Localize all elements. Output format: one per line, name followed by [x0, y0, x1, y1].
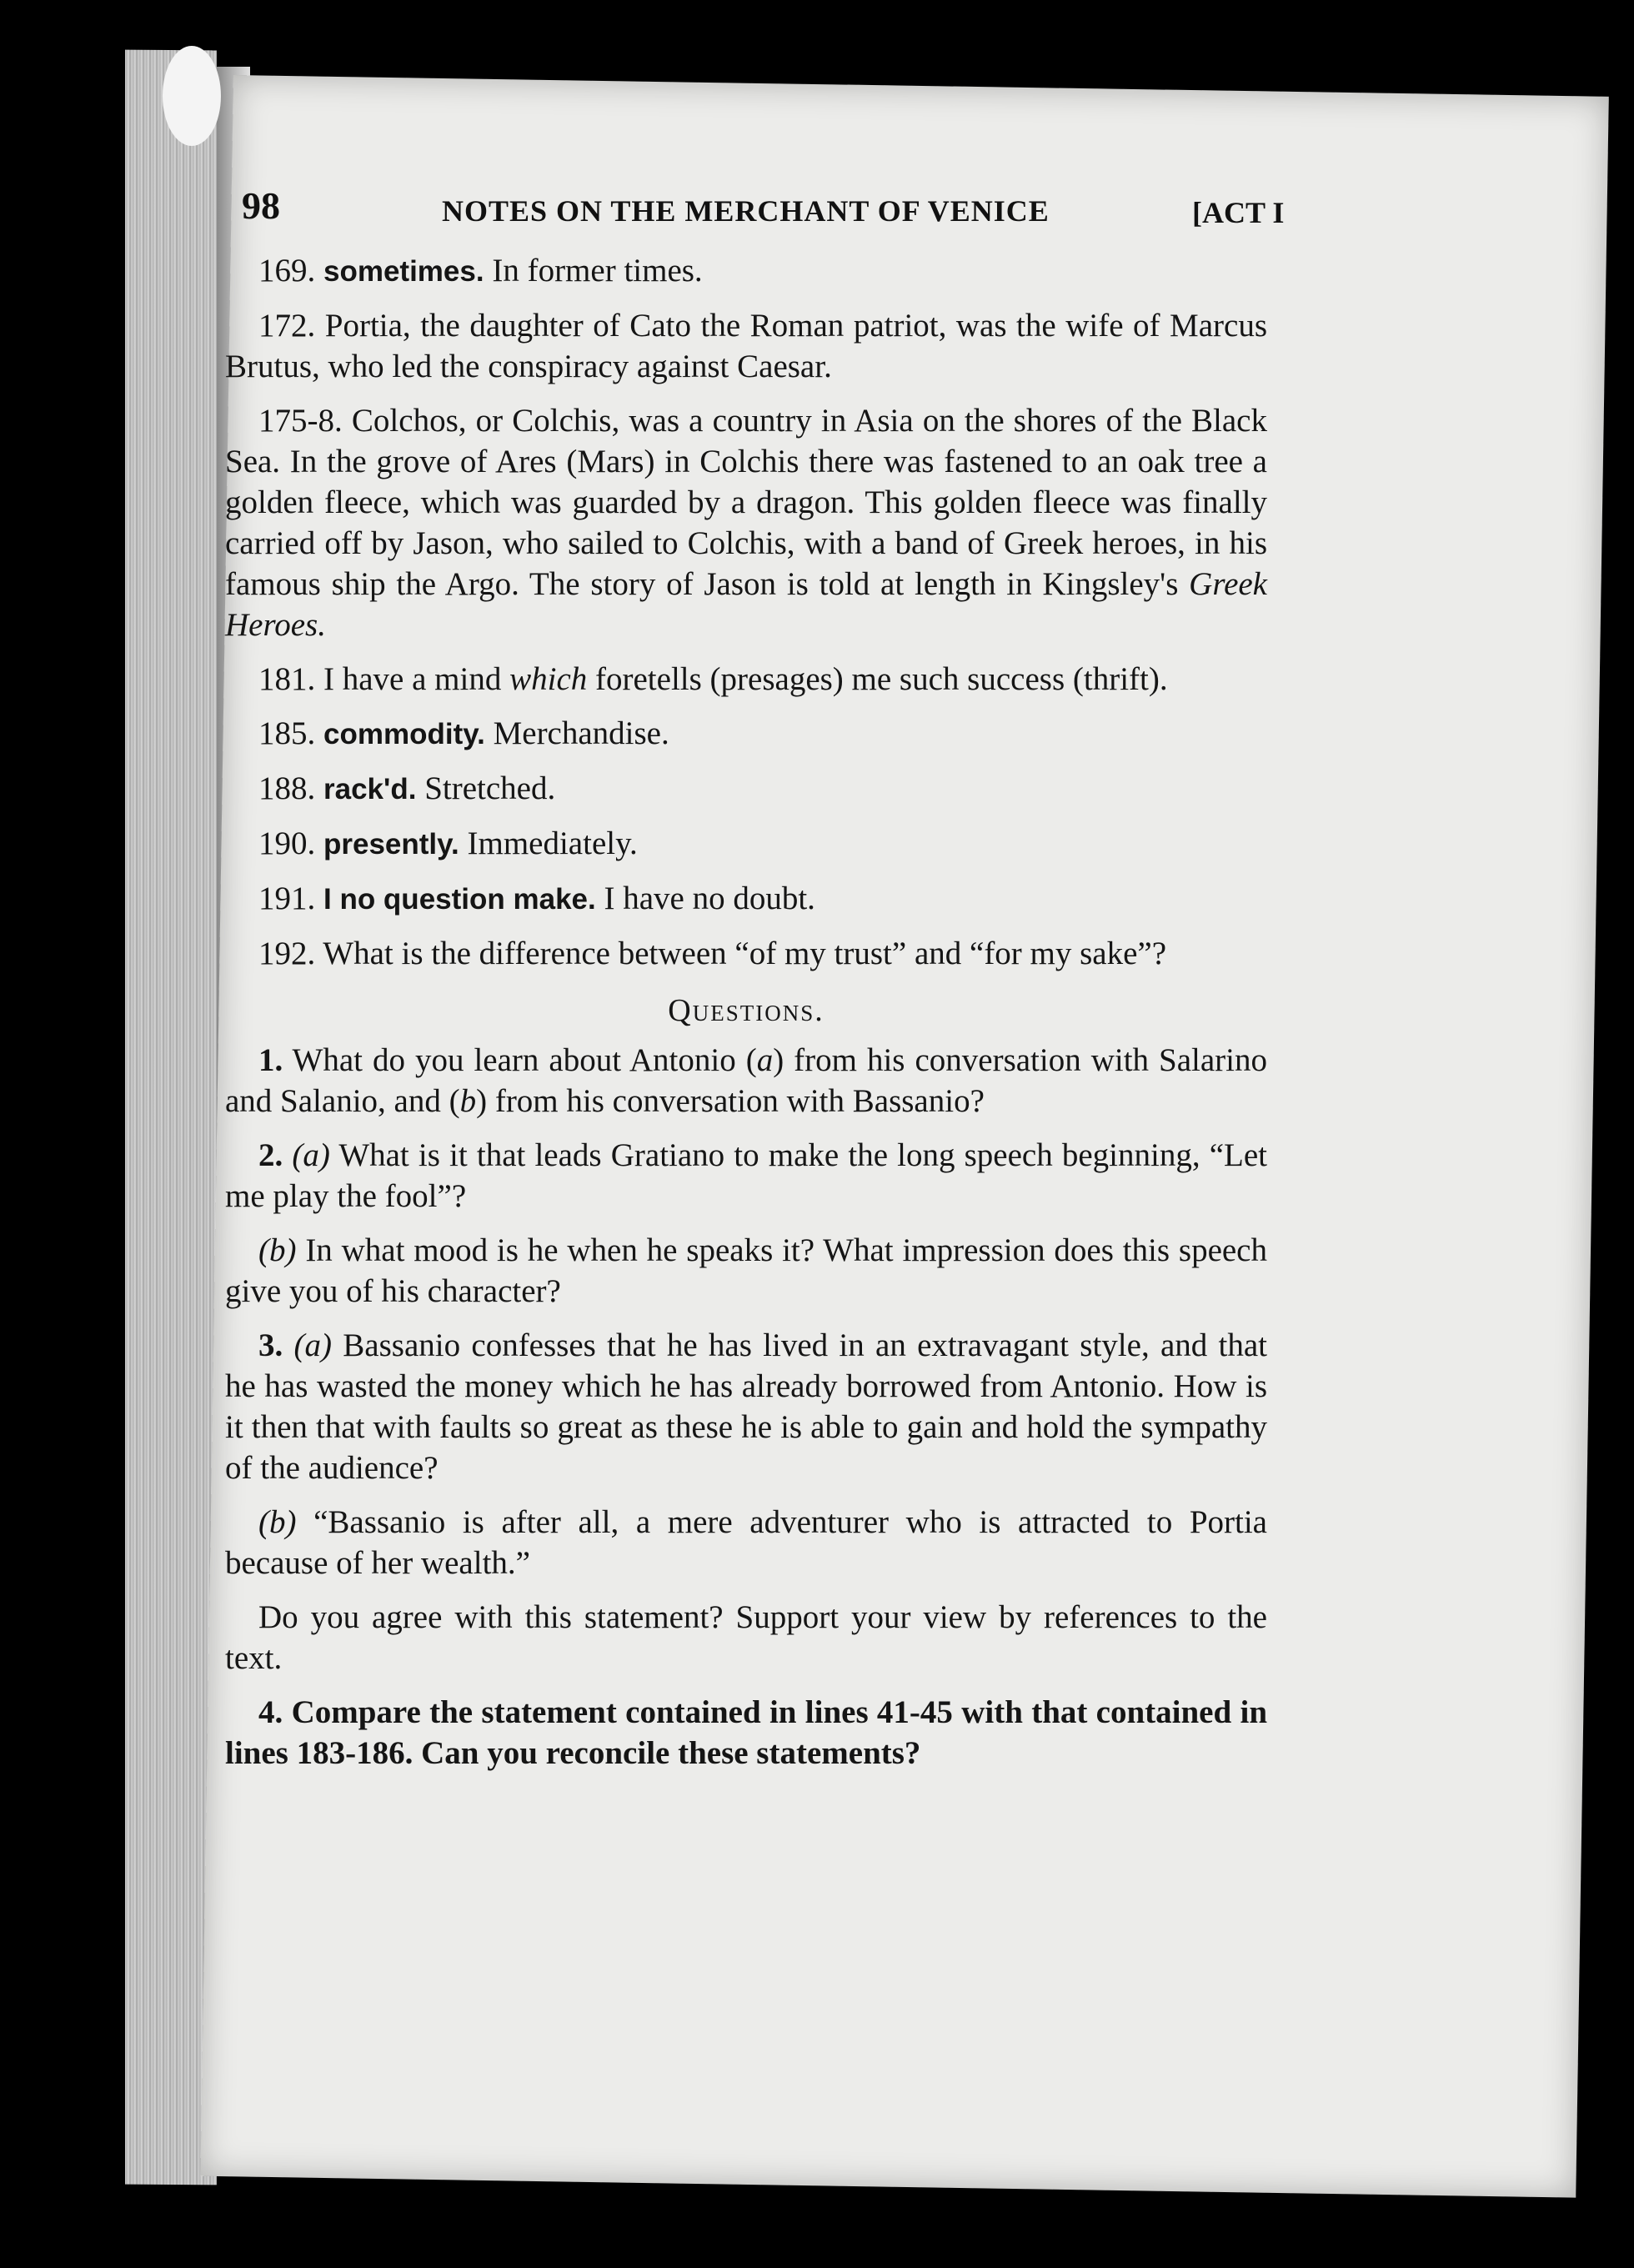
note-keyword: rack'd.: [323, 773, 417, 805]
note-text: What is the difference between “of my trust” and “for my sake”?: [323, 936, 1167, 971]
note-text: I have no doubt.: [604, 881, 815, 916]
page-number: 98: [242, 184, 280, 227]
question-1: [225, 1040, 1267, 1121]
question-italic: a: [756, 1042, 774, 1078]
question-2b: [225, 1230, 1267, 1312]
question-italic: b: [459, 1083, 477, 1119]
note-text: Immediately.: [467, 825, 638, 861]
note-172: [225, 305, 1267, 387]
question-text: Compare the statement contained in lines 41-45 with that contained in lines 183-186. Can you reconcile these statements?: [225, 1694, 1268, 1771]
question-2a: [225, 1135, 1267, 1217]
note-number: 191.: [258, 881, 316, 916]
note-text: Colchos, or Colchis, was a country in Asia on the shores of the Black Sea. In the grove of Ares (Mars) in Colchis there was fastened to an oak tree a golden fleece, which was guarded by a dragon. This golden fleece was finally carried off by Jason, who sailed to Colchis, with a band of Greek heroes, in his famous ship the Argo. The story of Jason is told at length in Kingsley's: [225, 403, 1267, 602]
page-edges: [125, 50, 217, 2185]
note-italic-word: which: [509, 661, 588, 697]
note-keyword: I no question make.: [323, 883, 596, 916]
question-sub-label: (b): [258, 1232, 297, 1268]
note-number: 188.: [258, 770, 316, 806]
note-number: 175-8.: [258, 403, 343, 439]
question-3a: [225, 1325, 1267, 1488]
act-label: [ACT I: [1192, 196, 1285, 229]
question-text: What is it that leads Gratiano to make the long speech beginning, “Let me play the fool”?: [225, 1137, 1268, 1214]
note-191: [225, 878, 1267, 920]
question-3b: [225, 1502, 1267, 1583]
question-text: What do you learn about Antonio (: [292, 1042, 757, 1078]
note-190: [225, 823, 1267, 865]
note-number: 169.: [258, 253, 316, 289]
question-number: 4.: [258, 1694, 283, 1730]
question-sub-label: (a): [292, 1137, 330, 1173]
question-number: 3.: [258, 1327, 283, 1363]
note-text: Portia, the daughter of Cato the Roman patriot, was the wife of Marcus Brutus, who led the conspiracy against Caesar.: [225, 308, 1267, 384]
question-number: 1.: [258, 1042, 283, 1078]
note-text: Merchandise.: [493, 715, 669, 751]
note-number: 192.: [258, 936, 316, 971]
question-number: 2.: [258, 1137, 283, 1173]
note-keyword: presently.: [323, 828, 459, 861]
note-192: [225, 933, 1267, 974]
note-text: I have a mind: [323, 661, 502, 697]
page-content: [225, 250, 1267, 1787]
note-number: 172.: [258, 308, 316, 344]
running-title: NOTES ON THE MERCHANT OF VENICE: [442, 194, 1050, 228]
note-keyword: sometimes.: [323, 255, 484, 288]
note-text: Stretched.: [424, 770, 556, 806]
question-sub-label: (b): [258, 1504, 297, 1540]
question-text: ) from his conversation with Bassanio?: [476, 1083, 985, 1119]
note-number: 185.: [258, 715, 316, 751]
note-175-8: [225, 400, 1267, 645]
note-text: In former times.: [492, 253, 703, 289]
note-169: [225, 250, 1267, 292]
note-number: 190.: [258, 825, 316, 861]
question-text: “Bassanio is after all, a mere adventurer who is attracted to Portia because of her wealth.”: [225, 1504, 1267, 1581]
question-4: [225, 1692, 1267, 1774]
note-text: foretells (presages) me such success (thrift).: [595, 661, 1168, 697]
note-keyword: commodity.: [323, 718, 485, 750]
note-185: [225, 713, 1267, 755]
question-text: ) from his conversation with Salarino and Salanio, and (: [225, 1042, 1268, 1119]
question-3b-followup: [225, 1597, 1267, 1678]
question-text: Bassanio confesses that he has lived in an extravagant style, and that he has wasted the money which he has already borrowed from Antonio. How is it then that with faults so great as these he is able to gain and hold the sympathy of the audience?: [225, 1327, 1268, 1486]
note-number: 181.: [258, 661, 316, 697]
question-sub-label: (a): [293, 1327, 333, 1363]
question-text: Do you agree with this statement? Support your view by references to the text.: [225, 1599, 1267, 1676]
note-188: [225, 768, 1267, 810]
questions-heading: Questions.: [668, 993, 825, 1028]
note-181: [225, 659, 1267, 700]
note-italic-title: Greek Heroes.: [225, 566, 1267, 643]
page-header: [242, 183, 1326, 233]
question-text: In what mood is he when he speaks it? What impression does this speech give you of his character?: [225, 1232, 1267, 1309]
page-tear: [163, 46, 221, 146]
